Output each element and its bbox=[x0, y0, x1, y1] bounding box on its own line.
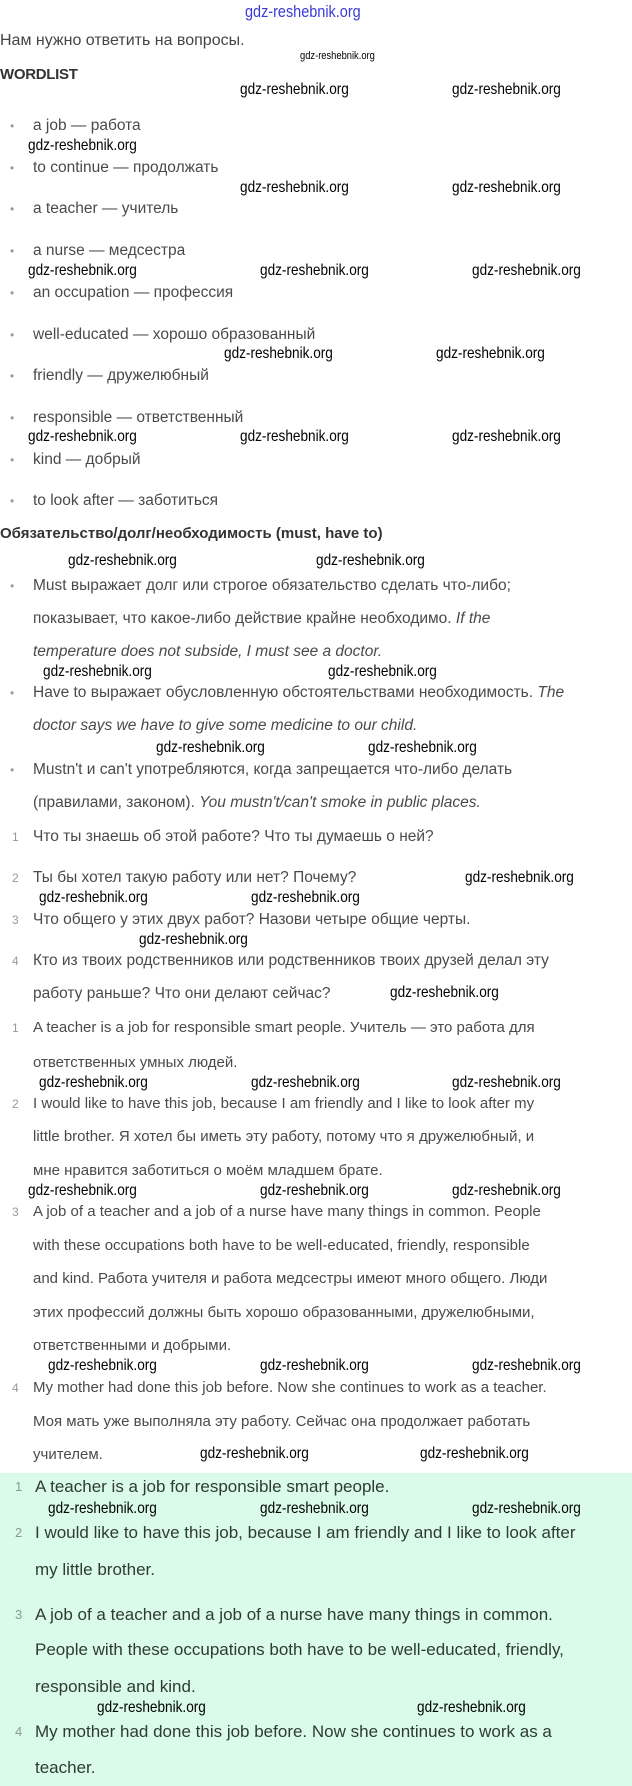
rule-line bbox=[33, 642, 382, 662]
wordlist-item: to continue — продолжать bbox=[33, 158, 219, 176]
watermark: gdz-reshebnik.org bbox=[420, 1445, 529, 1462]
wordlist-item: friendly — дружелюбный bbox=[33, 367, 209, 385]
watermark: gdz-reshebnik.org bbox=[251, 1074, 360, 1091]
rule-example: If the bbox=[455, 610, 491, 627]
bullet: • bbox=[10, 686, 15, 700]
rule-line: Mustn't и can't употребляются, когда запрещается что-либо делать bbox=[33, 761, 513, 778]
bullet: • bbox=[10, 119, 15, 133]
watermark: gdz-reshebnik.org bbox=[452, 179, 561, 196]
watermark-link[interactable]: gdz-reshebnik.org bbox=[245, 2, 361, 21]
watermark: gdz-reshebnik.org bbox=[28, 137, 137, 154]
bullet: • bbox=[10, 452, 15, 467]
bullet: • bbox=[10, 202, 15, 217]
watermark: gdz-reshebnik.org bbox=[417, 1699, 526, 1716]
wordlist-item: a job — работа bbox=[33, 117, 141, 134]
question-line: Кто из твоих родственников или родственников твоих друзей делал эту bbox=[33, 952, 549, 969]
watermark: gdz-reshebnik.org bbox=[240, 81, 349, 98]
watermark: gdz-reshebnik.org bbox=[28, 428, 137, 445]
final-answer-line: responsible and kind. bbox=[35, 1677, 196, 1696]
final-answer-line: People with these occupations both have to be well-educated, friendly, bbox=[35, 1640, 564, 1659]
rule-line bbox=[33, 683, 564, 703]
final-answer-line: My mother had done this job before. Now she continues to work as a bbox=[35, 1722, 552, 1741]
watermark: gdz-reshebnik.org bbox=[390, 984, 499, 1001]
wordlist-item: a nurse — медсестра bbox=[33, 242, 186, 260]
answer-line: A teacher is a job for responsible smart people. Учитель — это работа для bbox=[33, 1019, 535, 1036]
bullet: • bbox=[10, 410, 15, 425]
answer-line: little brother. Я хотел бы иметь эту работу, потому что я дружелюбный, и bbox=[33, 1128, 535, 1145]
watermark: gdz-reshebnik.org bbox=[260, 1357, 369, 1374]
wordlist-item: kind — добрый bbox=[33, 450, 141, 468]
watermark: gdz-reshebnik.org bbox=[68, 552, 177, 569]
watermark: gdz-reshebnik.org bbox=[28, 262, 137, 279]
answer-line: учителем. bbox=[33, 1446, 103, 1463]
final-answer-number: 4 bbox=[15, 1724, 23, 1739]
rule-line: Must выражает долг или строгое обязательство сделать что-либо; bbox=[33, 577, 511, 594]
grammar-heading: Обязательство/долг/необходимость (must, have to) bbox=[0, 525, 383, 542]
watermark: gdz-reshebnik.org bbox=[224, 345, 333, 362]
watermark: gdz-reshebnik.org bbox=[240, 179, 349, 196]
rule-example: The bbox=[537, 684, 565, 701]
watermark: gdz-reshebnik.org bbox=[39, 1074, 148, 1091]
watermark: gdz-reshebnik.org bbox=[240, 428, 349, 445]
final-answer-line: my little brother. bbox=[35, 1560, 155, 1579]
watermark: gdz-reshebnik.org bbox=[48, 1357, 157, 1374]
rule-example: doctor says we have to give some medicine to our child. bbox=[33, 717, 418, 734]
final-answer-line: teacher. bbox=[35, 1758, 96, 1777]
answer-line: ответственными и добрыми. bbox=[33, 1337, 232, 1354]
question-number: 4 bbox=[12, 954, 19, 968]
bullet: • bbox=[10, 327, 15, 342]
answer-line: A job of a teacher and a job of a nurse have many things in common. People bbox=[33, 1203, 541, 1220]
final-answer-number: 1 bbox=[15, 1479, 23, 1494]
watermark: gdz-reshebnik.org bbox=[472, 1357, 581, 1374]
intro-text: Нам нужно ответить на вопросы. bbox=[0, 32, 245, 49]
watermark: gdz-reshebnik.org bbox=[436, 345, 545, 362]
answer-line: Моя мать уже выполняла эту работу. Сейчас она продолжает работать bbox=[33, 1413, 531, 1430]
watermark: gdz-reshebnik.org bbox=[452, 1074, 561, 1091]
watermark: gdz-reshebnik.org bbox=[452, 428, 561, 445]
rule-text: (правилами, законом). bbox=[33, 794, 200, 811]
watermark: gdz-reshebnik.org bbox=[260, 1182, 369, 1199]
bullet: • bbox=[10, 579, 15, 593]
wordlist-item: to look after — заботиться bbox=[33, 492, 219, 510]
question-line: Что ты знаешь об этой работе? Что ты думаешь о ней? bbox=[33, 828, 434, 845]
watermark: gdz-reshebnik.org bbox=[43, 663, 152, 680]
question-line: Что общего у этих двух работ? Назови четыре общие черты. bbox=[33, 911, 471, 928]
question-number: 1 bbox=[12, 830, 19, 844]
watermark: gdz-reshebnik.org bbox=[328, 663, 437, 680]
answer-line: мне нравится заботиться о моём младшем брате. bbox=[33, 1162, 383, 1179]
question-number: 2 bbox=[12, 871, 19, 885]
answer-line: этих профессий должны быть хорошо образованными, дружелюбными, bbox=[33, 1304, 535, 1321]
watermark: gdz-reshebnik.org bbox=[316, 552, 425, 569]
bullet: • bbox=[10, 160, 15, 175]
rule-text: Have to выражает обусловленную обстоятельствами необходимость. bbox=[33, 684, 538, 701]
final-answer-line: A teacher is a job for responsible smart people. bbox=[35, 1477, 390, 1496]
watermark: gdz-reshebnik.org bbox=[465, 869, 574, 886]
watermark: gdz-reshebnik.org bbox=[260, 1500, 369, 1517]
bullet: • bbox=[10, 369, 15, 384]
rule-text: показывает, что какое-либо действие крайне необходимо. bbox=[33, 610, 456, 627]
watermark: gdz-reshebnik.org bbox=[472, 262, 581, 279]
watermark: gdz-reshebnik.org bbox=[260, 262, 369, 279]
bullet: • bbox=[10, 244, 15, 259]
watermark: gdz-reshebnik.org bbox=[48, 1500, 157, 1517]
watermark: gdz-reshebnik.org bbox=[452, 81, 561, 98]
wordlist-item: a teacher — учитель bbox=[33, 200, 179, 218]
watermark: gdz-reshebnik.org bbox=[28, 1182, 137, 1199]
answer-number: 2 bbox=[12, 1097, 19, 1111]
rule-line bbox=[33, 793, 481, 813]
watermark: gdz-reshebnik.org bbox=[39, 889, 148, 906]
question-line: работу раньше? Что они делают сейчас? bbox=[33, 985, 331, 1002]
answer-line: and kind. Работа учителя и работа медсестры имеют много общего. Люди bbox=[33, 1270, 548, 1287]
bullet: • bbox=[10, 285, 15, 300]
answer-line: ответственных умных людей. bbox=[33, 1054, 238, 1071]
rule-line bbox=[33, 716, 417, 736]
answer-number: 4 bbox=[12, 1381, 19, 1395]
wordlist-item: an occupation — профессия bbox=[33, 283, 234, 301]
rule-example: temperature does not subside, I must see a doctor. bbox=[33, 643, 383, 660]
wordlist-item: responsible — ответственный bbox=[33, 408, 244, 426]
bullet: • bbox=[10, 763, 15, 777]
watermark: gdz-reshebnik.org bbox=[472, 1500, 581, 1517]
final-answer-line: A job of a teacher and a job of a nurse have many things in common. bbox=[35, 1605, 553, 1624]
rule-example: You mustn't/can't smoke in public places. bbox=[199, 794, 481, 811]
watermark: gdz-reshebnik.org bbox=[200, 1445, 309, 1462]
wordlist-item: well-educated — хорошо образованный bbox=[33, 325, 316, 343]
final-answer-number: 2 bbox=[15, 1525, 23, 1540]
question-line: Ты бы хотел такую работу или нет? Почему? bbox=[33, 869, 357, 886]
watermark: gdz-reshebnik.org bbox=[251, 889, 360, 906]
wordlist-heading: WORDLIST bbox=[0, 66, 78, 83]
bullet: • bbox=[10, 494, 15, 509]
answer-number: 1 bbox=[12, 1021, 19, 1035]
watermark: gdz-reshebnik.org bbox=[97, 1699, 206, 1716]
watermark: gdz-reshebnik.org bbox=[156, 739, 265, 756]
answer-number: 3 bbox=[12, 1205, 19, 1219]
watermark: gdz-reshebnik.org bbox=[300, 50, 375, 62]
answer-line: with these occupations both have to be well-educated, friendly, responsible bbox=[33, 1237, 530, 1254]
answer-line: I would like to have this job, because I am friendly and I like to look after my bbox=[33, 1095, 535, 1112]
answer-line: My mother had done this job before. Now she continues to work as a teacher. bbox=[33, 1379, 547, 1396]
rule-line bbox=[33, 609, 490, 629]
watermark: gdz-reshebnik.org bbox=[368, 739, 477, 756]
watermark: gdz-reshebnik.org bbox=[452, 1182, 561, 1199]
watermark: gdz-reshebnik.org bbox=[139, 931, 248, 948]
final-answer-number: 3 bbox=[15, 1607, 23, 1622]
final-answer-line: I would like to have this job, because I am friendly and I like to look after bbox=[35, 1523, 576, 1542]
question-number: 3 bbox=[12, 913, 19, 927]
